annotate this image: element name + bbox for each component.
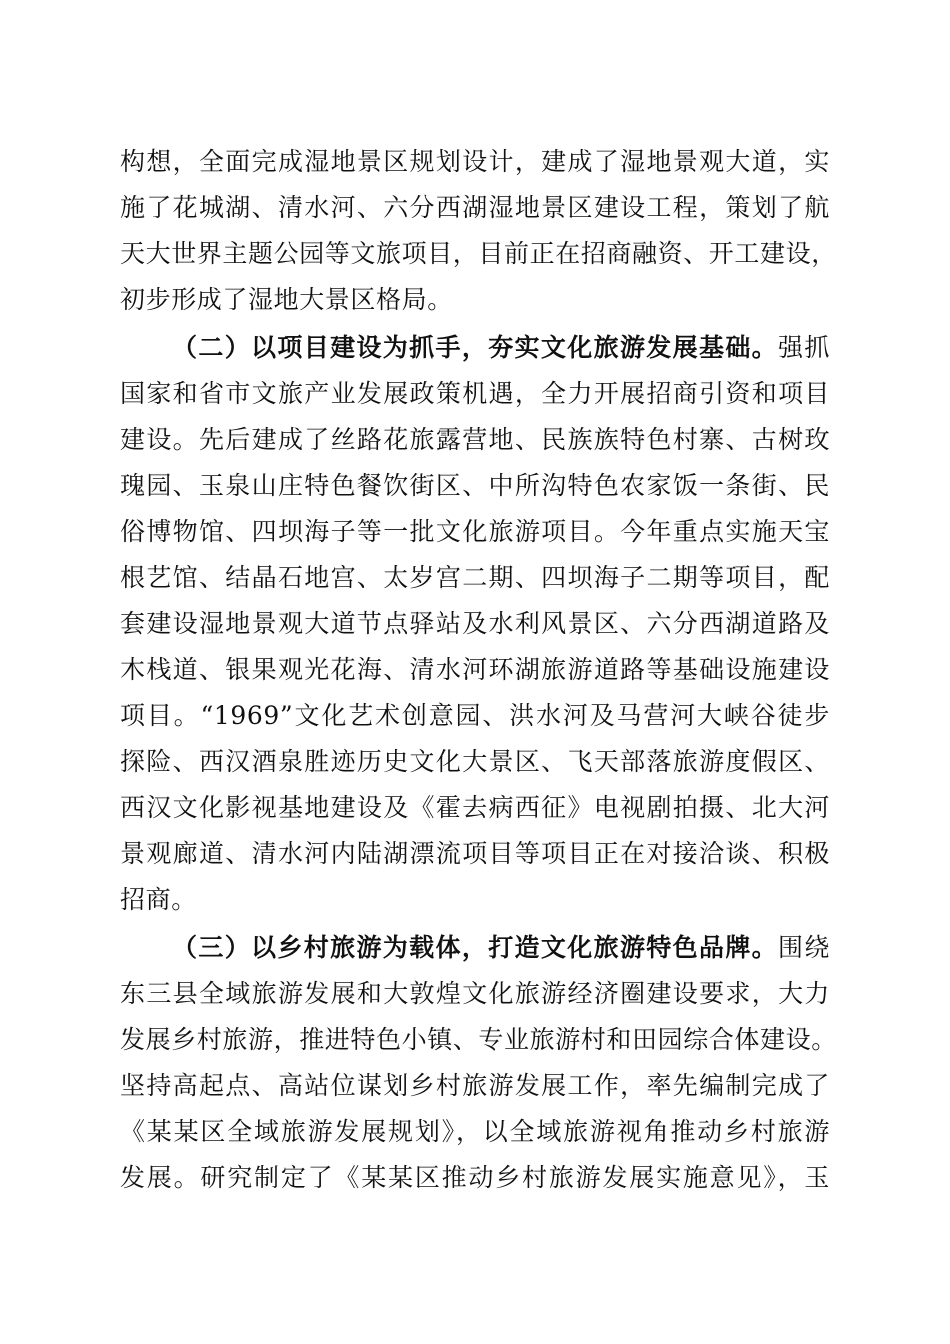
- paragraph-3-first-line-rest: 围绕: [778, 933, 830, 962]
- section-heading-2: （二）以项目建设为抓手，夯实文化旅游发展基础。: [172, 333, 779, 362]
- paragraph-3-line-1: 东三县全域旅游发展和大敦煌文化旅游经济圈建设要求，大力: [120, 979, 830, 1008]
- paragraph-2-line-1: 国家和省市文旅产业发展政策机遇，全力开展招商引资和项目: [120, 379, 830, 408]
- paragraph-3-line-3: 坚持高起点、高站位谋划乡村旅游发展工作，率先编制完成了: [120, 1071, 830, 1100]
- paragraph-2-line-3: 瑰园、玉泉山庄特色餐饮街区、中所沟特色农家饭一条街、民: [120, 471, 830, 500]
- section-heading-3: （三）以乡村旅游为载体，打造文化旅游特色品牌。: [172, 933, 779, 962]
- paragraph-1-line-4: 初步形成了湿地大景区格局。: [120, 285, 453, 314]
- paragraph-3-first-line: [172, 924, 830, 972]
- paragraph-3-line-4: 《某某区全域旅游发展规划》，以全域旅游视角推动乡村旅游: [120, 1117, 830, 1146]
- paragraph-2-line-9: 探险、西汉酒泉胜迹历史文化大景区、飞天部落旅游度假区、: [120, 747, 830, 776]
- paragraph-2-first-line: [172, 324, 830, 372]
- paragraph-3-line-2: 发展乡村旅游，推进特色小镇、专业旅游村和田园综合体建设。: [120, 1025, 837, 1054]
- paragraph-2-line-4: 俗博物馆、四坝海子等一批文化旅游项目。今年重点实施天宝: [120, 517, 830, 546]
- paragraph-2-first-line-rest: 强抓: [778, 333, 830, 362]
- paragraph-3-line-5: 发展。研究制定了《某某区推动乡村旅游发展实施意见》，玉: [120, 1163, 830, 1192]
- paragraph-1-line-2: 施了花城湖、清水河、六分西湖湿地景区建设工程，策划了航: [120, 193, 830, 222]
- paragraph-2-line-6: 套建设湿地景观大道节点驿站及水利风景区、六分西湖道路及: [120, 609, 830, 638]
- paragraph-2-line-8: 项目。“1969”文化艺术创意园、洪水河及马营河大峡谷徒步: [120, 701, 830, 730]
- paragraph-2-line-7: 木栈道、银果观光花海、清水河环湖旅游道路等基础设施建设: [120, 655, 830, 684]
- paragraph-1-line-3: 天大世界主题公园等文旅项目，目前正在招商融资、开工建设，: [120, 239, 837, 268]
- paragraph-2-line-12: 招商。: [120, 885, 197, 914]
- paragraph-2-line-10: 西汉文化影视基地建设及《霍去病西征》电视剧拍摄、北大河: [120, 793, 830, 822]
- paragraph-2-line-2: 建设。先后建成了丝路花旅露营地、民族族特色村寨、古树玫: [120, 425, 830, 454]
- paragraph-2-line-11: 景观廊道、清水河内陆湖漂流项目等项目正在对接洽谈、积极: [120, 839, 830, 868]
- paragraph-2-line-5: 根艺馆、结晶石地宫、太岁宫二期、四坝海子二期等项目，配: [120, 563, 830, 592]
- paragraph-1-line-1: 构想，全面完成湿地景区规划设计，建成了湿地景观大道，实: [120, 147, 830, 176]
